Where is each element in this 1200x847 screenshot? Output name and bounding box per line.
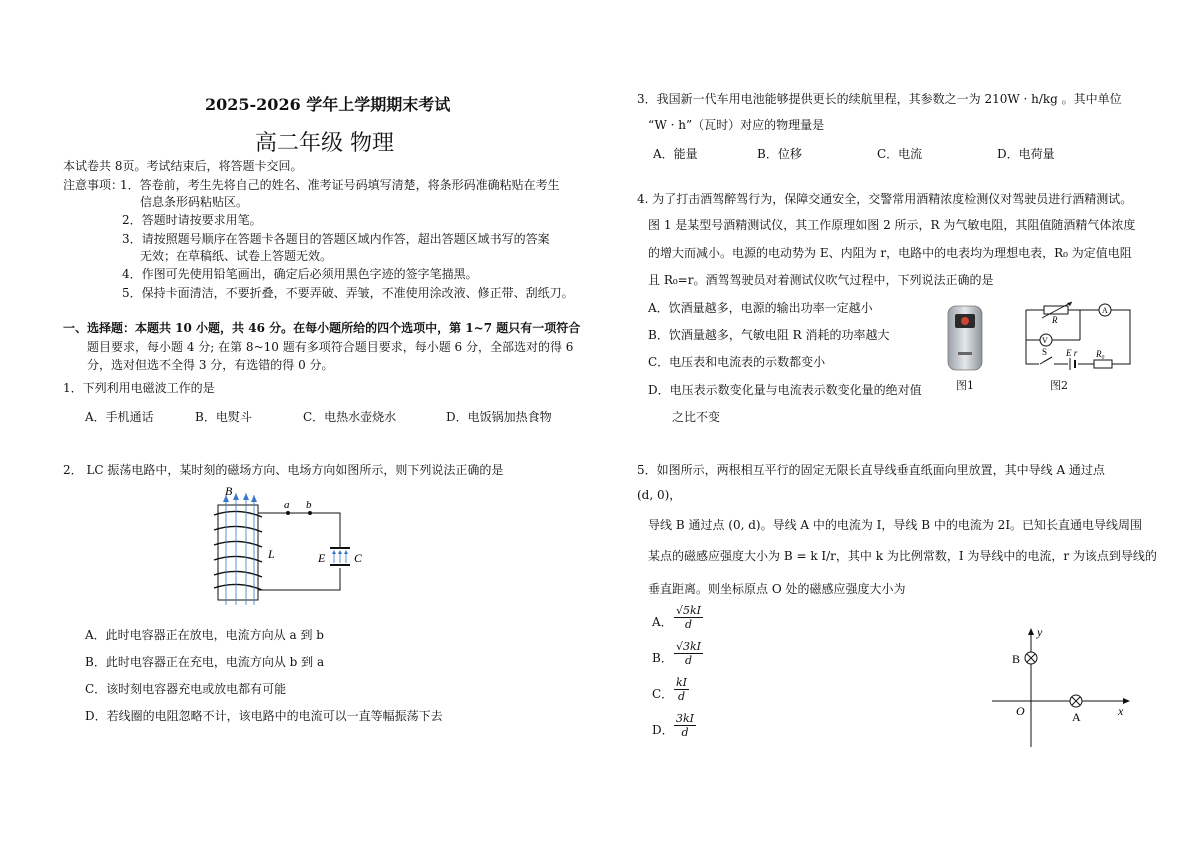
section-heading: 一、选择题：本题共 10 小题，共 46 分。在每小题所给的四个选项中，第 1~7 题只有一项符合: [63, 321, 581, 335]
q2-option-c: C．该时刻电容器充电或放电都有可能: [85, 682, 287, 696]
origin-label: O: [1016, 704, 1025, 718]
q5-option-c-fraction: [674, 676, 689, 703]
q5-option-d-letter: D．: [652, 723, 674, 737]
q4-line: 图 1 是某型号酒精测试仪，其工作原理如图 2 所示，R 为气敏电阻，其阻值随酒精气体浓度: [648, 218, 1136, 232]
q5-option-b-fraction: [674, 640, 703, 667]
q2-option-d: D．若线圈的电阻忽略不计，该电路中的电流可以一直等幅振荡下去: [85, 709, 443, 723]
fraction-numerator: √5kI: [676, 604, 702, 617]
q4-line: 的增大而减小。电源的电动势为 E、内阻为 r，电路中的电表均为理想电表，R₀ 为定值电阻: [648, 246, 1132, 260]
q5-line5: 垂直距离。则坐标原点 O 处的磁感应强度大小为: [648, 582, 906, 596]
q1-option-a: A．手机通话: [85, 410, 154, 424]
ammeter-label: A: [1102, 306, 1108, 315]
point-b-label: b: [306, 499, 312, 511]
inductor-label: L: [268, 547, 275, 561]
q5-line4: 某点的磁感应强度大小为 B = k I/r，其中 k 为比例常数，I 为导线中的电流，r 为该点到导线的: [648, 549, 1157, 563]
wire-b-label: B: [1012, 652, 1021, 666]
fraction-denominator: d: [684, 618, 693, 631]
point-a-label: a: [284, 499, 290, 511]
q4-line: 且 R₀=r。酒驾驾驶员对着测试仪吹气过程中，下列说法正确的是: [648, 273, 994, 287]
q5-line1: 5．如图所示，两根相互平行的固定无限长直导线垂直纸面向里放置，其中导线 A 通过点: [637, 463, 1105, 477]
field-b-label: B: [225, 484, 233, 498]
fraction-numerator: √3kI: [676, 640, 702, 653]
note-item: 4．作图可先使用铅笔画出，确定后必须用黑色字迹的签字笔描黑。: [122, 267, 478, 281]
q4-line: 4. 为了打击酒驾醉驾行为，保障交通安全，交警常用酒精浓度检测仪对驾驶员进行酒精测试。: [637, 192, 1133, 206]
q5-line3: 导线 B 通过点 (0, d)。导线 A 中的电流为 I，导线 B 中的电流为 2I。已知长直通电导线周围: [648, 518, 1143, 532]
axis-x-label: x: [1118, 704, 1124, 718]
q4-option-c: C．电压表和电流表的示数都变小: [648, 355, 826, 369]
q5-option-a-fraction: [674, 604, 703, 631]
notes-label: 注意事项：: [63, 178, 124, 192]
q5-option-a-letter: A．: [652, 615, 673, 629]
note-item: 5．保持卡面清洁，不要折叠，不要弄破、弄皱，不准使用涂改液、修正带、刮纸刀。: [122, 286, 574, 300]
note-item: 信息条形码粘贴区。: [140, 195, 249, 209]
q2-option-a: A．此时电容器正在放电，电流方向从 a 到 b: [85, 628, 324, 642]
fraction-numerator: 3kI: [676, 712, 695, 725]
fraction-numerator: kI: [676, 676, 688, 689]
capacitor-label: C: [354, 551, 363, 565]
wire-a-label: A: [1072, 710, 1081, 724]
q2-option-b: B．此时电容器正在充电，电流方向从 b 到 a: [85, 655, 325, 669]
q3-option-c: C．电流: [877, 147, 923, 161]
q5-option-d-fraction: [674, 712, 696, 739]
q1-option-c: C．电热水壶烧水: [303, 410, 397, 424]
q5-line2: (d, 0)，: [637, 488, 682, 502]
note-item: 1．答卷前，考生先将自己的姓名、准考证号码填写清楚，将条形码准确粘贴在考生: [120, 178, 560, 192]
q4-option-d: D．电压表示数变化量与电流表示数变化量的绝对值: [648, 383, 922, 397]
r-label: R: [1052, 315, 1058, 325]
note-item: 无效；在草稿纸、试卷上答题无效。: [140, 249, 333, 263]
section-text: 分，选对但选不全得 3 分，有选错的得 0 分。: [87, 358, 334, 372]
fig1-caption: 图1: [956, 379, 974, 392]
q3-option-d: D．电荷量: [997, 147, 1055, 161]
q3-line1: 3．我国新一代车用电池能够提供更长的续航里程，其参数之一为 210W · h/kg 。其中单位: [637, 92, 1122, 106]
q1-stem: 1．下列利用电磁波工作的是: [63, 381, 215, 395]
q3-option-a: A．能量: [653, 147, 698, 161]
r0-label: R₀: [1096, 349, 1105, 359]
fraction-denominator: d: [684, 654, 693, 667]
q5-option-c-letter: C．: [652, 687, 674, 701]
q1-option-d: D．电饭锅加热食物: [446, 410, 552, 424]
q4-option-d-cont: 之比不变: [672, 410, 721, 424]
section-text: 题目要求，每小题 4 分; 在第 8~10 题有多项符合题目要求，每小题 6 分，全部选对的得 6: [87, 340, 574, 354]
field-e-label: E: [318, 551, 326, 565]
q3-option-b: B．位移: [757, 147, 802, 161]
note-item: 3．请按照题号顺序在答题卡各题目的答题区域内作答，超出答题区域书写的答案: [122, 232, 550, 246]
voltmeter-label: V: [1042, 336, 1048, 345]
q4-option-b: B．饮酒量越多，气敏电阻 R 消耗的功率越大: [648, 328, 890, 342]
switch-label: S: [1042, 347, 1048, 357]
fig2-caption: 图2: [1050, 379, 1068, 392]
exam-title: 2025-2026 学年上学期期末考试: [205, 95, 451, 114]
lc-circuit-figure: [210, 485, 370, 610]
battery-label: E r: [1066, 348, 1078, 358]
q2-stem: 2． LC 振荡电路中，某时刻的磁场方向、电场方向如图所示，则下列说法正确的是: [63, 463, 504, 477]
q4-option-a: A．饮酒量越多，电源的输出功率一定越小: [648, 301, 873, 315]
note-item: 2．答题时请按要求用笔。: [122, 213, 262, 227]
breathalyzer-figure: [940, 304, 990, 374]
fraction-denominator: d: [677, 690, 686, 703]
q1-option-b: B．电熨斗: [195, 410, 252, 424]
coordinate-figure: [990, 625, 1140, 750]
subject-title: 高二年级 物理: [255, 131, 394, 156]
q5-option-b-letter: B．: [652, 651, 673, 665]
circuit-figure: [1020, 302, 1140, 372]
fraction-denominator: d: [681, 726, 689, 739]
q3-line2: “W · h”（瓦时）对应的物理量是: [648, 118, 825, 132]
notes-intro: 本试卷共 8页。考试结束后，将答题卡交回。: [63, 159, 303, 173]
axis-y-label: y: [1037, 625, 1043, 639]
